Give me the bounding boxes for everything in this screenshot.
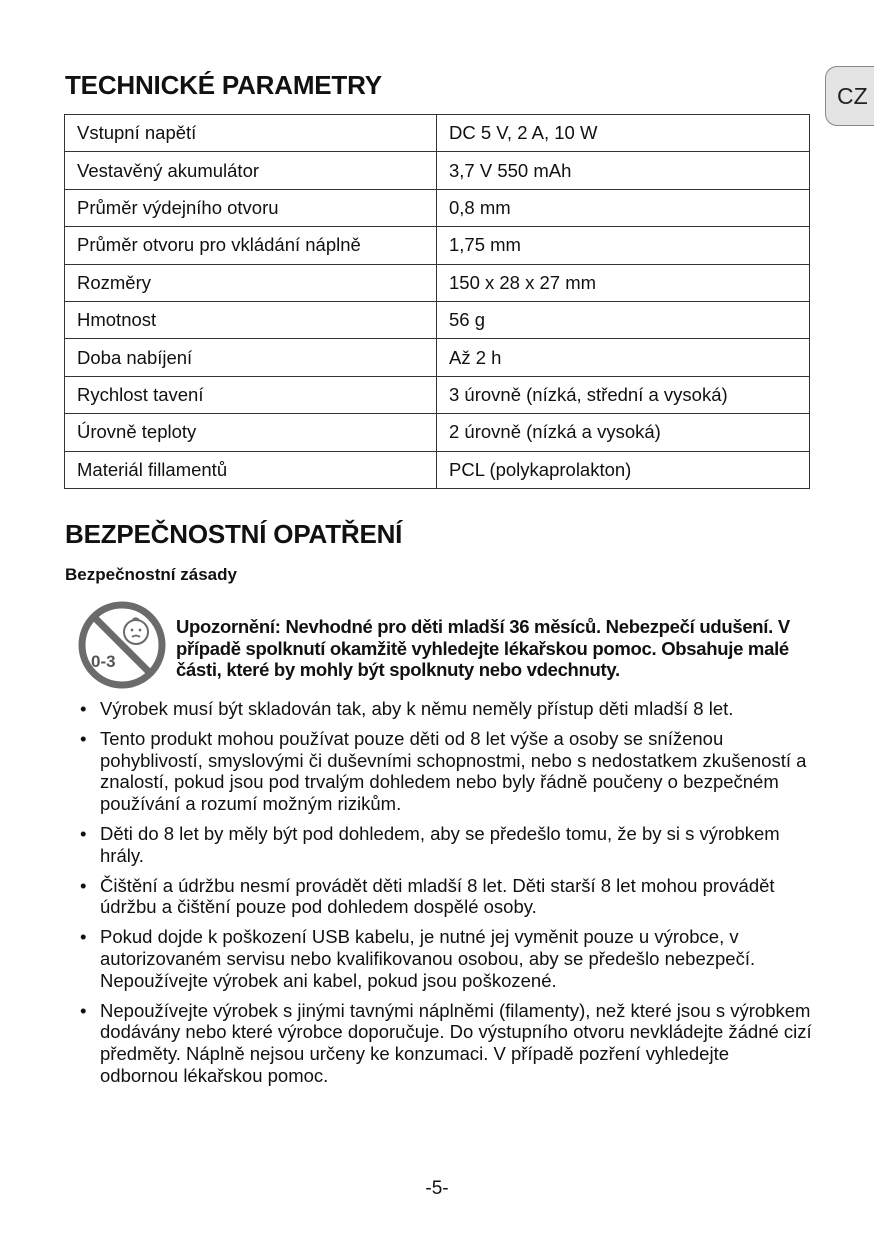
param-value: 0,8 mm [437,189,810,226]
param-label: Hmotnost [65,301,437,338]
bullet: • [80,874,87,896]
list-item-text: Čištění a údržbu nesmí provádět děti mladší 8 let. Děti starší 8 let mohou provádět údržbu a čištění pouze pod dohledem dospělé osoby. [100,874,775,918]
table-row [65,301,810,338]
safety-rules-list [72,698,812,1095]
language-tab: CZ [825,66,874,126]
param-value: 1,75 mm [437,227,810,264]
page-number: -5- [425,1178,449,1199]
table-row [65,189,810,226]
bullet: • [80,698,87,719]
bullet: • [80,727,87,749]
list-item [72,875,812,919]
bullet: • [80,926,87,948]
table-row [65,115,810,152]
param-value: DC 5 V, 2 A, 10 W [437,115,810,152]
list-item [72,1000,812,1087]
param-value: 150 x 28 x 27 mm [437,264,810,301]
table-row [65,376,810,413]
list-item-text: Výrobek musí být skladován tak, aby k němu neměly přístup děti mladší 8 let. [100,698,734,719]
age-0-3-prohibited-icon [77,600,167,690]
table-row [65,264,810,301]
list-item-text: Tento produkt mohou používat pouze děti od 8 let výše a osoby se sníženou pohyblivostí, smyslovými či duševními schopnostmi, nebo s nedostatkem zkušeností a znalostí, pokud jsou pod trvalým dohledem nebo byly řádně poučeny o bezpečném používání a rozumí možným rizikům. [100,727,807,815]
list-item-text: Nepoužívejte výrobek s jinými tavnými náplněmi (filamenty), než které jsou s výrobkem dodávány nebo které výrobce doporučuje. Do výstupního otvoru nevkládejte žádné cizí předměty. Náplně nejsou určeny ke konzumaci. V případě pozření vyhledejte odbornou lékařskou pomoc. [100,999,812,1086]
table-row [65,152,810,189]
param-value: 3,7 V 550 mAh [437,152,810,189]
param-label: Průměr výdejního otvoru [65,189,437,226]
table-row [65,227,810,264]
param-value: PCL (polykaprolakton) [437,451,810,488]
list-item [72,698,812,720]
safety-subtitle: Bezpečnostní zásady [65,565,237,584]
bullet: • [80,999,87,1021]
list-item [72,926,812,991]
param-label: Rychlost tavení [65,376,437,413]
table-row [65,414,810,451]
param-label: Vestavěný akumulátor [65,152,437,189]
list-item-text: Děti do 8 let by měly být pod dohledem, aby se předešlo tomu, že by si s výrobkem hrály. [100,822,780,866]
param-label: Vstupní napětí [65,115,437,152]
list-item-text: Pokud dojde k poškození USB kabelu, je nutné jej vyměnit pouze u výrobce, v autorizovaném servisu nebo kvalifikovanou osobou, aby se předešlo nebezpečí. Nepoužívejte výrobek ani kabel, pokud jsou poškozené. [100,926,756,991]
param-label: Úrovně teploty [65,414,437,451]
table-row [65,451,810,488]
safety-title: BEZPEČNOSTNÍ OPATŘENÍ [65,519,403,549]
param-value: 2 úrovně (nízká a vysoká) [437,414,810,451]
list-item [72,728,812,815]
param-label: Rozměry [65,264,437,301]
list-item [72,823,812,867]
tech-params-title: TECHNICKÉ PARAMETRY [65,70,382,100]
param-label: Materiál fillamentů [65,451,437,488]
age-label: 0-3 [91,652,116,671]
param-label: Doba nabíjení [65,339,437,376]
table-row [65,339,810,376]
param-value: 56 g [437,301,810,338]
param-value: 3 úrovně (nízká, střední a vysoká) [437,376,810,413]
tech-params-table [64,114,810,489]
param-label: Průměr otvoru pro vkládání náplně [65,227,437,264]
bullet: • [80,822,87,844]
param-value: Až 2 h [437,339,810,376]
choking-warning: Upozornění: Nevhodné pro děti mladší 36 měsíců. Nebezpečí udušení. V případě spolknutí okamžitě vyhledejte lékařskou pomoc. Obsahuje malé části, které by mohly být spolknuty nebo vdechnuty. [176,616,790,680]
